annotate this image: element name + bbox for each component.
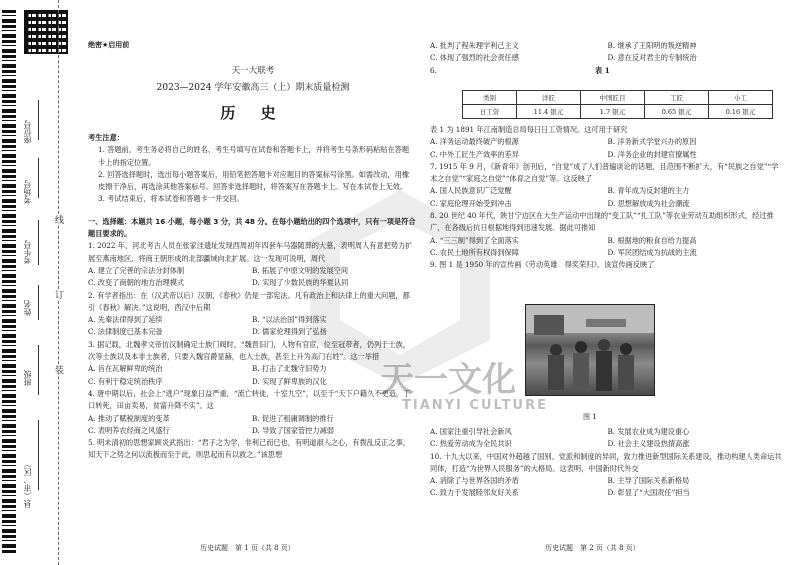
right-column-bottom [430,426,785,500]
question-number: 6. [430,65,437,75]
strip-label-name: 姓名 [23,300,32,316]
option[interactable]: C. 体现了强烈的社会责任感 [430,53,519,63]
strip-label-seat: 座位号 [23,120,32,144]
table-cell: 日工资 [463,105,517,119]
figure-caption: 图 1 [583,413,597,421]
option[interactable]: C. 中外工匠生产效率的差异 [430,149,519,159]
option[interactable]: C. 表明养农经商之风盛行 [88,425,170,435]
option[interactable]: B. 青年成为反封建的主力 [607,186,690,196]
option[interactable]: D. 彰显了“大国责任”担当 [607,488,690,498]
table-cell: 0.16 银元 [709,105,773,119]
table-1-wrap [462,90,773,119]
option[interactable]: B. 促进了租庸调制的推行 [252,413,334,423]
option[interactable]: A. 消除了与世界各国的矛盾 [430,476,519,486]
option[interactable]: B. 主导了国际关系新格局 [607,476,690,486]
option[interactable]: A. 先秦法律得到了延续 [88,315,163,325]
notice-item: 2. 回答选择题时，选出每小题答案后，用铅笔把答题卡对应题目的答案标号涂黑。如需改动，用橡皮擦干净后，再选涂其他答案标号。回答非选择题时，将答案写在答题卡上。写在本试卷上无效。 [98,169,410,192]
option[interactable]: A. 国家注重引导社会新风 [430,427,512,436]
question-stem: 5. 明末清初的思想家顾炎武指出：“君子之为学，非利己而已也，有明道淑人之心，有拨乱反正之事，知天下之势之何以流极而至于此，则思起而有以救之。”该思想 [88,438,410,460]
watermark-cn: 天一文化 [380,360,516,400]
option[interactable]: D. 洋务企业的封建官僚属性 [607,149,697,159]
question-options [88,413,416,438]
strip-line [38,420,39,490]
table-cell: 11.4 银元 [517,105,581,119]
option[interactable]: B. “以法治国”得到落实 [252,315,327,325]
propaganda-painting-image [525,304,655,396]
option[interactable]: D. 实现了少数民族的华夏认同 [252,278,349,288]
strip-label-county: 县（市、区） [23,460,32,508]
fold-label-bind: 订 [53,290,63,299]
question-stem: 2. 有学者指出：在（汉武帝以后）汉朝，《春秋》仍是一部宪法。凡有政治上和法律上的重大问题，都引《春秋》解决。”这说明，西汉中后期 [88,290,410,312]
side-barcode [2,10,16,555]
subject-title: 历 史 [220,104,286,122]
question-options [430,475,785,500]
option[interactable]: C. 家庭伦理开始受到冲击 [430,198,512,208]
question-options [88,265,416,290]
table-1 [462,90,773,119]
question-stem [430,65,785,77]
table-cell: 1.7 银元 [581,105,645,119]
notice-item: 3. 考试结束后，将本试卷和答题卡一并交回。 [98,194,244,204]
option[interactable]: A. “三三制”得到了全面落实 [430,235,519,245]
option[interactable]: C. 法律制度已基本完备 [88,327,163,337]
option[interactable]: A. 旨在瓦解鲜卑的统治 [88,364,163,374]
question-options [430,426,785,451]
question-stem: 8. 20 世纪 40 年代，陕甘宁边区在大生产运动中出现的“变工队”“扎工队”等农业劳动互助组织形式，经过推广，在各级后抗日根据地得到迅速发展。据此可推知 [430,211,774,233]
strip-label-room: 考场号 [23,180,32,204]
question-stem: 7. 1915 年 9 月，《新青年》创刊后，“自觉”成了人们普遍谈论的话题，且范围不断扩大，有“民族之自觉”“学术之自觉”“家庭之自觉”“体育之自觉”等。这反映了 [430,161,779,184]
question-stem: 10. 十九大以来，中国对外超越了国别、党派和制度的异同，致力推进新型国际关系建设，推动构建人类命运共同体，打造“为世界人民服务”的大格局。这表明，中国新时代外交 [430,451,782,473]
question-stem: 3. 据记载，北魏孝文帝仿汉制确定士族门阀时，“魏晋旧门，人物有官宦，位至冠带者，仍列于士族，次等士族以及本非士族者，只要入魏官爵显赫，也入士族，甚至上升为高门右姓”。这一举措 [88,339,410,362]
notice-title: 考生注意： [88,133,124,142]
table-header-row [463,91,773,105]
qr-code [24,10,68,54]
option[interactable]: D. 社会主义建设热情高涨 [607,439,690,449]
question-stem: 4. 唐中期以后，社会上“逃户”现象日益严重，“流亡转徙，十室九空”，以至于“天下户籍久不更造，丁口转死，田亩卖易，贫富升降不实”。这 [88,388,411,411]
option[interactable]: D. 儒家伦理得到了弘扬 [252,327,327,337]
strip-line [38,285,39,320]
option[interactable]: B. 拓展了中原文明的发展空间 [252,265,349,275]
table-cell: 0.65 银元 [645,105,709,119]
question-options [430,235,785,260]
fold-label-line: 线 [53,215,63,224]
fold-line [58,0,59,565]
option[interactable]: C. 热爱劳动成为全民共识 [430,439,512,449]
strip-line [38,345,39,395]
watermark-en: TIANYI CULTURE [402,398,548,413]
table-header-cell: 工匠 [645,91,709,105]
painting-sketch [526,305,654,395]
option[interactable]: A. 批判了程朱理学利己主义 [430,41,519,50]
option[interactable]: B. 继承了王阳明的叛逆精神 [607,41,697,50]
exam-full-title: 2023—2024 学年安徽高三（上）期末质量检测 [156,83,350,93]
question-stem: 1. 2022 年，河北考古人员在张家洼遗址发现西周初年四套车马器随葬的大墓，表明周人有意把势力扩展至燕南地区，将商王朝形成的北部疆域向北扩展。这一发现可说明，周代 [88,241,413,263]
option[interactable]: D. 实现了鲜卑族的汉化 [252,376,327,386]
strip-line [38,220,39,265]
option[interactable]: A. 建立了完善的宗法分封体制 [88,265,185,275]
right-column-mid [430,124,785,272]
option[interactable]: D. 思想解放成为社会潮流 [607,198,690,208]
option[interactable]: B. 根据地的粮食自给力提高 [607,235,697,245]
table-header-cell: 洋匠 [517,91,581,105]
table-header-cell: 类别 [463,91,517,105]
question-stem: 表 1 为 1891 年江南制造总局每日日工资情况。这可用于研究 [430,125,628,134]
strip-label-class: 班级 [23,370,32,386]
question-options [88,363,416,388]
option[interactable]: A. 洋务运动最终破产的根源 [430,137,519,147]
table-header-cell: 小工 [709,91,773,105]
option[interactable]: C. 农民土地所有权得到保障 [430,247,519,257]
strip-line [38,100,39,140]
option[interactable]: A. 国人民族意识广泛觉醒 [430,186,512,196]
strip-label-examno: 考生号 [23,240,32,264]
option[interactable]: D. 军民团结成为抗战的主流 [607,247,697,257]
section-heading: 一、选择题：本题共 16 小题，每小题 3 分，共 48 分。在每小题给出的四个选项中，只有一项是符合题目要求的。 [88,216,416,239]
option[interactable]: C. 有利于稳定统治秩序 [88,376,163,386]
table-row [463,105,773,119]
table-caption: 表 1 [595,65,610,75]
option[interactable]: C. 致力于发展睦邻友好关系 [430,488,519,498]
table-header-cell: 中国匠目 [581,91,645,105]
question-stem: 9. 图 1 是 1950 年的宣传画《劳动英雄 得奖荣归》。该宣传画反映了 [430,260,655,270]
footer-page-2: 历史试题 第 2 页（共 8 页） [545,544,640,552]
notice-item: 1. 答题前，考生务必将自己的姓名、考生号填写在试卷和答题卡上，并将考生号条形码粘贴在答题卡上的指定位置。 [98,145,410,167]
binding-strip [0,0,78,565]
option[interactable]: B. 洋务新式学堂兴办的原因 [607,137,697,147]
left-column [88,132,416,462]
footer-page-1: 历史试题 第 1 页（共 8 页） [200,544,295,552]
question-options [430,185,785,210]
option[interactable]: A. 推动了赋税制度的变革 [88,413,170,423]
option[interactable]: B. 发展农业成为建设重心 [607,427,690,436]
question-options [430,40,785,65]
question-options [88,314,416,339]
option[interactable]: D. 意在反对君主的专制统治 [607,53,697,63]
strip-line [38,158,39,198]
option[interactable]: C. 改变了商朝的地方治理模式 [88,278,185,288]
question-options [430,136,785,161]
option[interactable]: D. 导致了国家管控力减弱 [252,425,334,435]
secret-label: 绝密★启用前 [88,41,130,49]
fold-label-pack: 装 [53,365,63,374]
exam-name: 天一大联考 [231,66,275,76]
right-column-top [430,40,785,77]
option[interactable]: B. 打击了北魏守旧势力 [252,364,327,374]
